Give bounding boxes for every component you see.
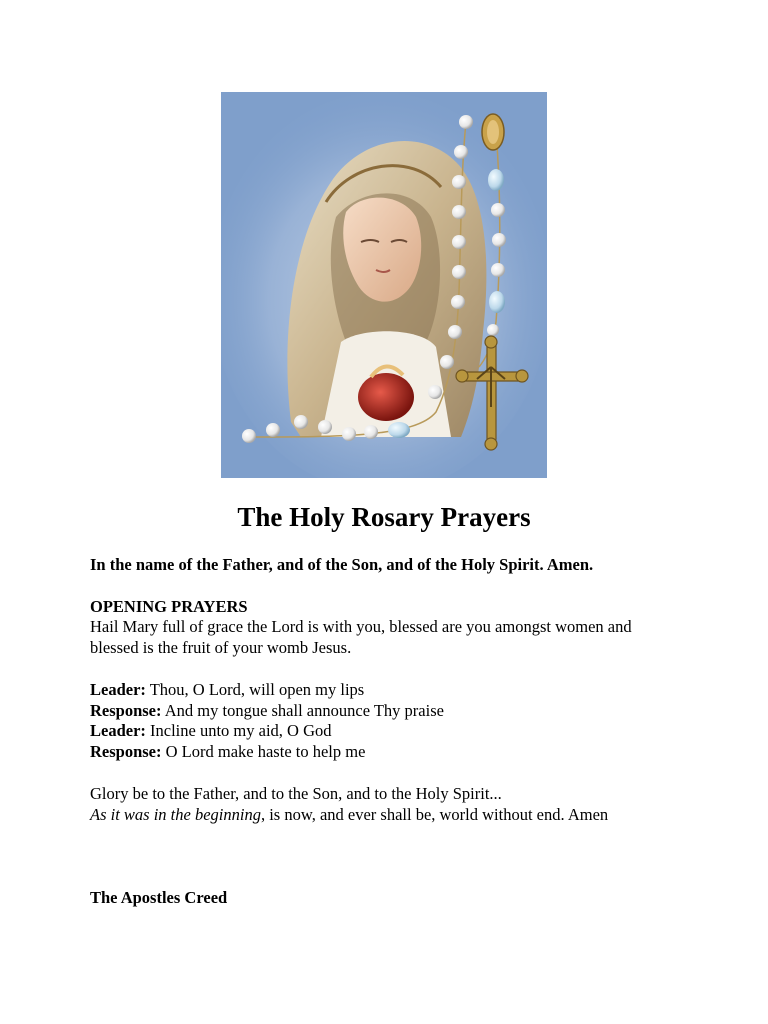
- dialogue-line-3: [90, 720, 332, 741]
- glory-be-line-2: [90, 804, 608, 825]
- dialogue-text: Thou, O Lord, will open my lips: [145, 680, 365, 699]
- hail-mary-line-2: blessed is the fruit of your womb Jesus.: [90, 638, 352, 657]
- document-title: The Holy Rosary Prayers: [237, 502, 531, 532]
- hail-mary-line-1: Hail Mary full of grace the Lord is with you, blessed are you amongst women and: [90, 617, 632, 636]
- glory-be-line-1: Glory be to the Father, and to the Son, and to the Holy Spirit...: [90, 784, 502, 803]
- glory-rest: , is now, and ever shall be, world without end. Amen: [260, 805, 609, 824]
- opening-prayers-heading: OPENING PRAYERS: [90, 597, 248, 616]
- dialogue-line-2: [90, 700, 444, 721]
- dialogue-role: Leader:: [90, 721, 146, 740]
- dialogue-role: Leader:: [90, 680, 146, 699]
- dialogue-line-4: [90, 741, 365, 762]
- dialogue-role: Response:: [90, 742, 162, 761]
- apostles-creed-heading: The Apostles Creed: [90, 888, 228, 907]
- invocation-line: In the name of the Father, and of the Son, and of the Holy Spirit. Amen.: [90, 555, 594, 574]
- dialogue-text: And my tongue shall announce Thy praise: [161, 701, 444, 720]
- dialogue-line-1: [90, 679, 364, 700]
- glory-italic-phrase: As it was in the beginning: [90, 805, 261, 824]
- virgin-mary-rosary-image: [221, 92, 547, 478]
- dialogue-role: Response:: [90, 701, 162, 720]
- dialogue-text: O Lord make haste to help me: [161, 742, 366, 761]
- dialogue-text: Incline unto my aid, O God: [145, 721, 332, 740]
